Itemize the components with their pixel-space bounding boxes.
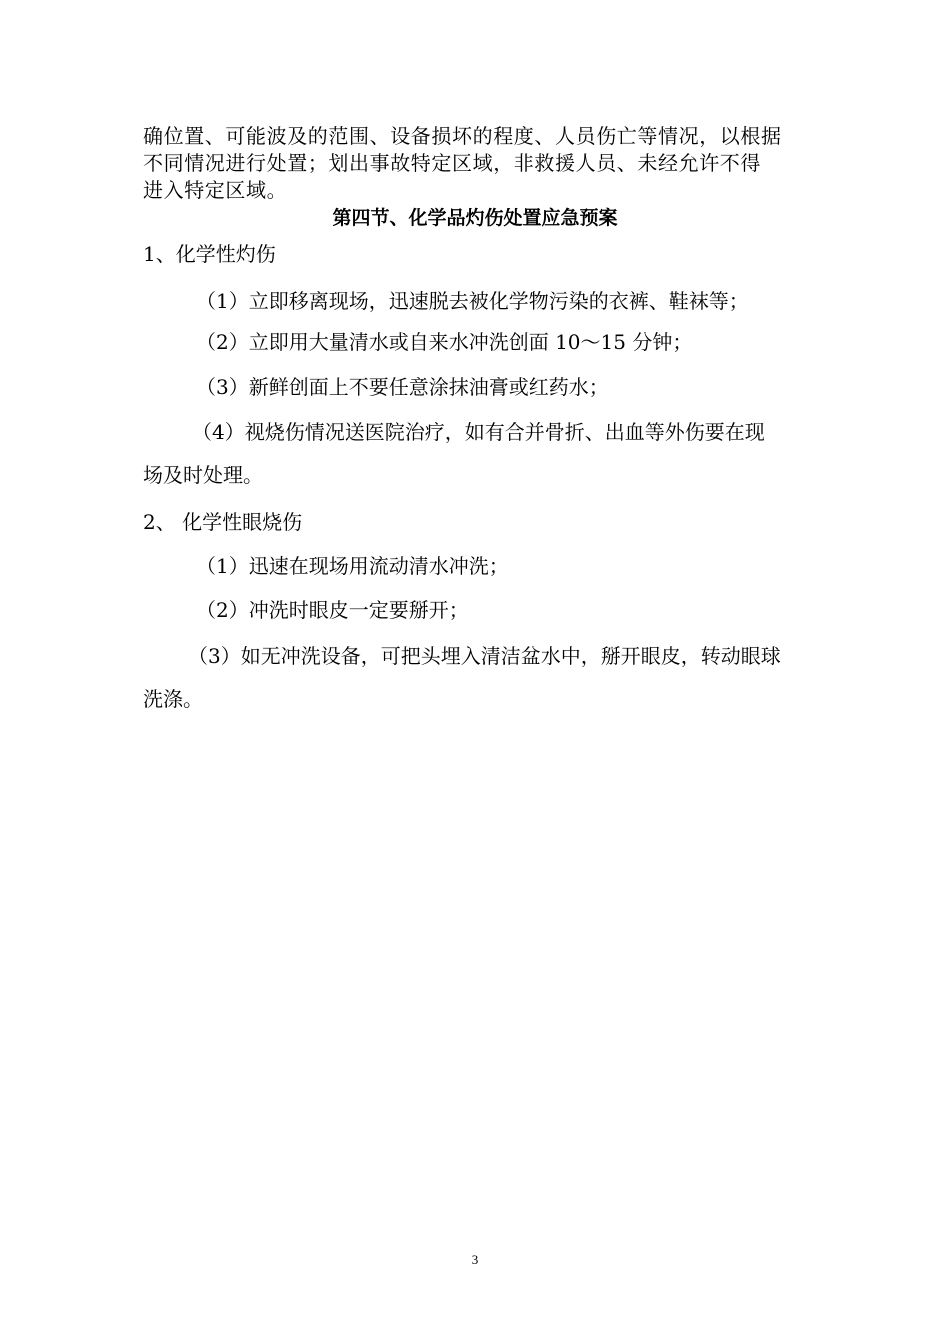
- part2-item-3-line-2: 洗涤。: [143, 687, 203, 711]
- section-title: 第四节、化学品灼伤处置应急预案: [332, 207, 618, 229]
- part2-heading: 2、 化学性眼烧伤: [143, 510, 303, 534]
- part2-item-3-line-1: （3）如无冲洗设备，可把头埋入清洁盆水中，掰开眼皮，转动眼球: [188, 644, 781, 668]
- part1-heading: 1、化学性灼伤: [143, 242, 276, 266]
- part1-item-4-line-1: （4）视烧伤情况送医院治疗，如有合并骨折、出血等外伤要在现: [192, 420, 765, 444]
- intro-line-3: 进入特定区域。: [143, 178, 288, 202]
- intro-line-2: 不同情况进行处置；划出事故特定区域，非救援人员、未经允许不得: [143, 151, 761, 175]
- part1-item-2: （2）立即用大量清水或自来水冲洗创面 10～15 分钟；: [196, 330, 693, 354]
- part1-item-1: （1）立即移离现场，迅速脱去被化学物污染的衣裤、鞋袜等；: [196, 289, 749, 313]
- part1-item-4-line-2: 场及时处理。: [143, 463, 263, 487]
- page-number: 3: [471, 1252, 479, 1267]
- part2-item-1: （1）迅速在现场用流动清水冲洗；: [196, 554, 509, 578]
- intro-line-1: 确位置、可能波及的范围、设备损坏的程度、人员伤亡等情况，以根据: [143, 124, 782, 148]
- part1-item-3: （3）新鲜创面上不要任意涂抹油膏或红药水；: [196, 375, 609, 399]
- part2-item-2: （2）冲洗时眼皮一定要掰开；: [196, 598, 469, 622]
